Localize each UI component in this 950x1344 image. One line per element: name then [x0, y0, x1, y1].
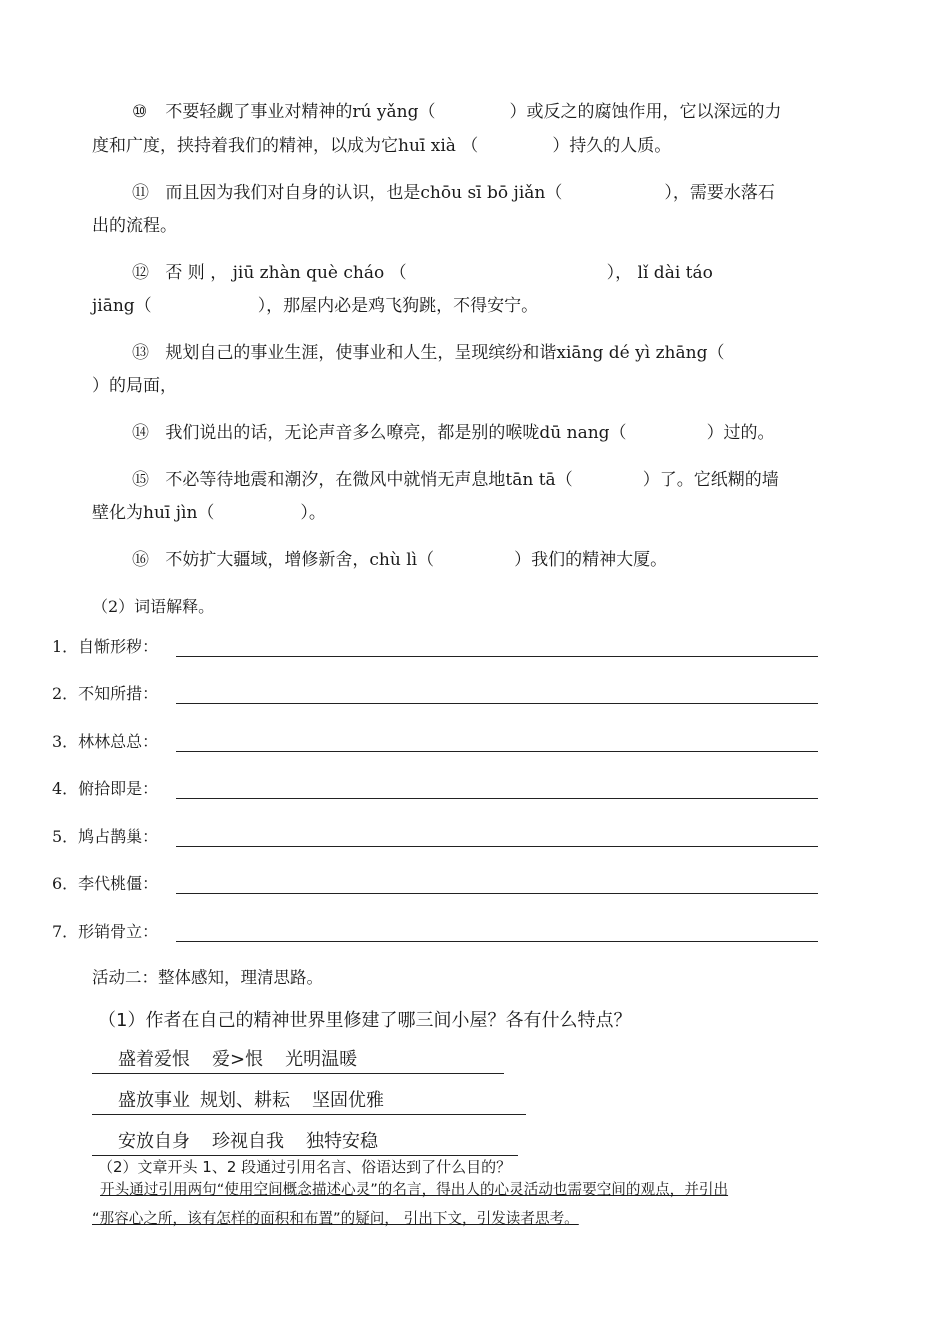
question-1: （1）作者在自己的精神世界里修建了哪三间小屋？各有什么特点？ — [98, 1010, 632, 1031]
vocab-answer-line[interactable] — [176, 893, 818, 894]
item-text: 规划自己的事业生涯，使事业和人生，呈现缤纷和谐xiāng dé yì zhāng（ — [165, 343, 725, 363]
answer-2-line-1: 开头通过引用两句“使用空间概念描述心灵”的名言，得出人的心灵活动也需要空间的观点，并引出 — [100, 1181, 729, 1198]
item-text: ），需要水落石 — [664, 183, 775, 203]
item-number: ⑯ — [132, 550, 149, 570]
item-text: ）持久的人质。 — [552, 136, 672, 156]
item-16-line-1 — [132, 550, 667, 570]
vocab-answer-line[interactable] — [176, 703, 818, 704]
room-content: 规划、耕耘 — [200, 1090, 290, 1111]
item-13-line-2 — [92, 376, 177, 396]
item-text: jiāng（ — [92, 296, 152, 316]
vocab-item-3: 3．林林总总： — [52, 732, 159, 751]
item-10-line-2 — [92, 136, 671, 156]
vocab-item-4: 4．俯拾即是： — [52, 779, 159, 798]
item-15-line-1 — [132, 470, 779, 490]
room-feature: 独特安稳 — [306, 1131, 378, 1152]
item-text: 而且因为我们对自身的认识，也是chōu sī bō jiǎn（ — [165, 183, 563, 203]
item-number: ⑬ — [132, 343, 149, 363]
room-content: 珍视自我 — [212, 1131, 284, 1152]
item-text: ），那屋内必是鸡飞狗跳，不得安宁。 — [257, 296, 539, 316]
item-15-line-2 — [92, 503, 326, 523]
item-12-line-1 — [132, 263, 713, 283]
room-content: 爱>恨 — [212, 1049, 264, 1070]
item-number: ⑪ — [132, 183, 149, 203]
item-text: ）了。它纸糊的墙 — [642, 470, 779, 490]
item-text: 我们说出的话，无论声音多么嘹亮，都是别的喉咙dū nang（ — [165, 423, 627, 443]
item-text: 不要轻觑了事业对精神的rú yǎng（ — [165, 102, 436, 122]
vocab-item-5: 5．鸠占鹊巢： — [52, 827, 159, 846]
item-text: 不妨扩大疆域，增修新舍，chù lì（ — [165, 550, 435, 570]
room-name: 盛着爱恨 — [118, 1049, 190, 1070]
vocab-item-2: 2．不知所措： — [52, 684, 159, 703]
vocab-item-7: 7．形销骨立： — [52, 922, 159, 941]
vocab-answer-line[interactable] — [176, 798, 818, 799]
item-text: 否 则 ， jiū zhàn què cháo （ — [165, 263, 407, 283]
vocab-item-6: 6．李代桃僵： — [52, 874, 159, 893]
item-11-line-2 — [92, 216, 177, 236]
vocab-heading: （2）词语解释。 — [92, 597, 215, 616]
vocab-answer-line[interactable] — [176, 751, 818, 752]
vocab-answer-line[interactable] — [176, 846, 818, 847]
item-text: ）的局面， — [92, 376, 177, 396]
room-feature: 光明温暖 — [285, 1049, 358, 1070]
item-14-line-1 — [132, 423, 775, 443]
item-text: ）或反之的腐蚀作用，它以深远的力 — [509, 102, 782, 122]
item-text: ）我们的精神大厦。 — [514, 550, 668, 570]
item-11-line-1 — [132, 183, 775, 203]
item-text: ）， lǐ dài táo — [606, 263, 713, 283]
vocab-answer-line[interactable] — [176, 656, 818, 657]
item-text: 度和广度，挟持着我们的精神，以成为它huī xià （ — [92, 136, 479, 156]
answer-row-3 — [92, 1131, 518, 1156]
item-10-line-1 — [132, 102, 781, 122]
item-number: ⑭ — [132, 423, 149, 443]
vocab-answer-line[interactable] — [176, 941, 818, 942]
item-text: 不必等待地震和潮汐，在微风中就悄无声息地tān tā（ — [165, 470, 573, 490]
answer-row-2 — [92, 1090, 526, 1115]
item-text: ）过的。 — [706, 423, 775, 443]
item-text: 壁化为huī jìn（ — [92, 503, 215, 523]
item-number: ⑫ — [132, 263, 149, 283]
answer-2-line-2: “那容心之所，该有怎样的面积和布置”的疑问， 引出下文，引发读者思考。 — [92, 1210, 579, 1227]
room-feature: 坚固优雅 — [312, 1090, 384, 1111]
item-number: ⑮ — [132, 470, 149, 490]
item-13-line-1 — [132, 343, 724, 363]
item-number: ⑩ — [132, 102, 148, 122]
vocab-item-1: 1．自惭形秽： — [52, 637, 159, 656]
item-text: ）。 — [300, 503, 326, 523]
question-2: （2）文章开头 1、2 段通过引用名言、俗语达到了什么目的？ — [98, 1158, 512, 1176]
room-name: 盛放事业 — [118, 1090, 190, 1111]
item-text: 出的流程。 — [92, 216, 177, 236]
activity-title: 活动二：整体感知，理清思路。 — [92, 968, 323, 987]
item-12-line-2 — [92, 296, 538, 316]
room-name: 安放自身 — [118, 1131, 190, 1152]
answer-row-1 — [92, 1049, 504, 1074]
